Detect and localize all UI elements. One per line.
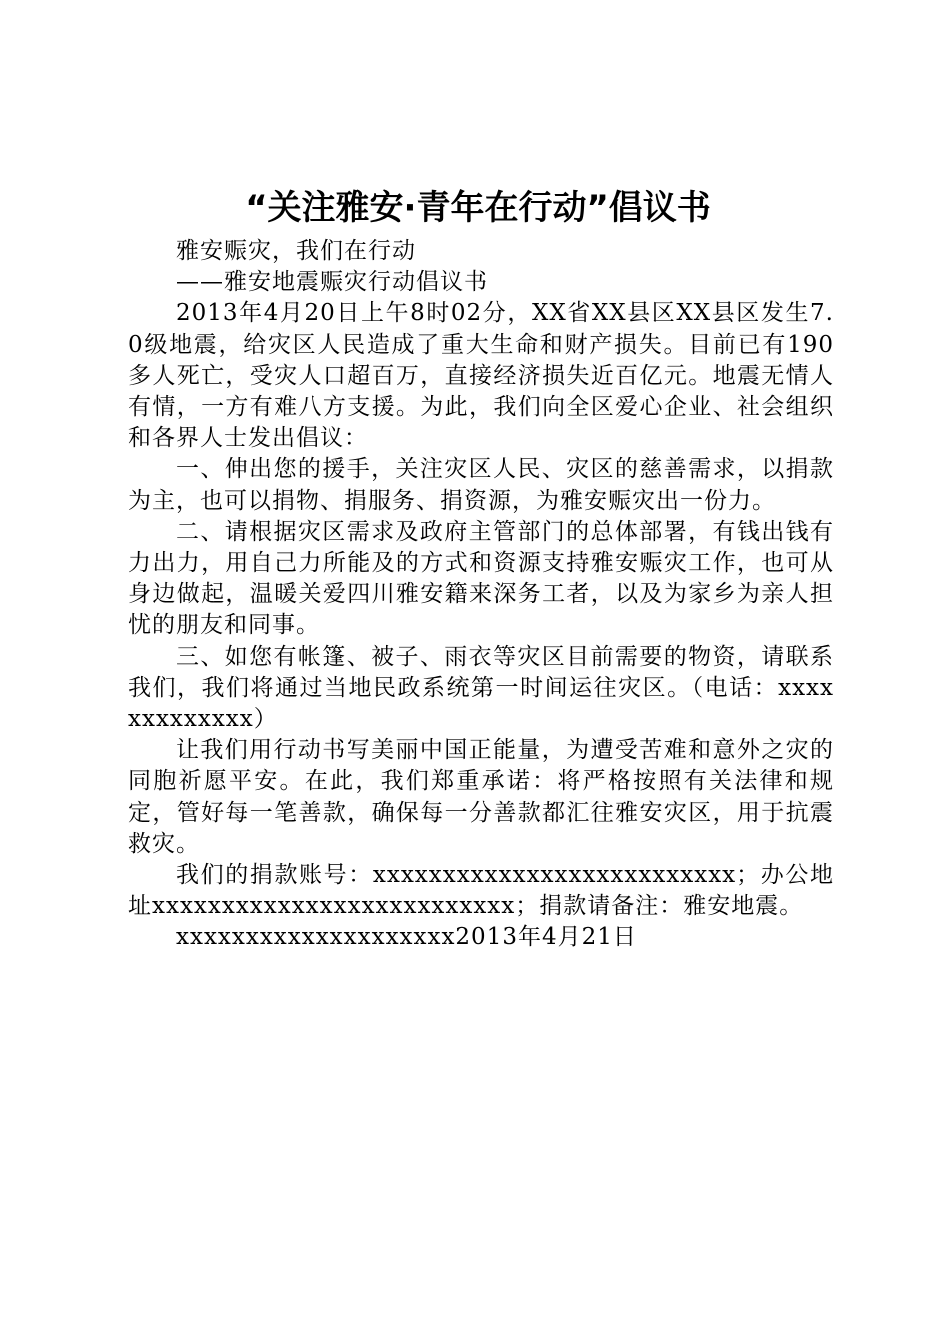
paragraph-point-1: 一、伸出您的援手，关注灾区人民、灾区的慈善需求，以捐款为主，也可以捐物、捐服务、捐资源，为雅安赈灾出一份力。 bbox=[128, 456, 834, 514]
subtitle-line-1: 雅安赈灾，我们在行动 bbox=[176, 238, 416, 264]
paragraph-point-2: 二、请根据灾区需求及政府主管部门的总体部署，有钱出钱有力出力，用自己力所能及的方式和资源支持雅安赈灾工作，也可从身边做起，温暖关爱四川雅安籍来深务工者，以及为家乡为亲人担忧的朋友和同事。 bbox=[128, 518, 834, 639]
subtitle-line-2: ——雅安地震赈灾行动倡议书 bbox=[176, 269, 488, 296]
paragraph-pledge: 让我们用行动书写美丽中国正能量，为遭受苦难和意外之灾的同胞祈愿平安。在此，我们郑重承诺：将严格按照有关法律和规定，管好每一笔善款，确保每一分善款都汇往雅安灾区，用于抗震救灾。 bbox=[128, 737, 834, 857]
document-title: “关注雅安·青年在行动”倡议书 bbox=[245, 188, 711, 228]
document-body bbox=[128, 236, 834, 954]
paragraph-point-3: 三、如您有帐篷、被子、雨衣等灾区目前需要的物资，请联系我们，我们将通过当地民政系统第一时间运往灾区。（电话：xxxxxxxxxxxxx） bbox=[128, 643, 834, 733]
paragraph-intro: 2013年4月20日上午8时02分，XX省XX县区XX县区发生7.0级地震，给灾区人民造成了重大生命和财产损失。目前已有190多人死亡，受灾人口超百万，直接经济损失近百亿元。地震无情人有情，一方有难八方支援。为此，我们向全区爱心企业、社会组织和各界人士发出倡议： bbox=[128, 300, 834, 452]
signature-date: xxxxxxxxxxxxxxxxxxxx2013年4月21日 bbox=[176, 924, 637, 951]
paragraph-account: 我们的捐款账号：xxxxxxxxxxxxxxxxxxxxxxxxxx；办公地址xxxxxxxxxxxxxxxxxxxxxxxxxx；捐款请备注：雅安地震。 bbox=[128, 862, 834, 920]
